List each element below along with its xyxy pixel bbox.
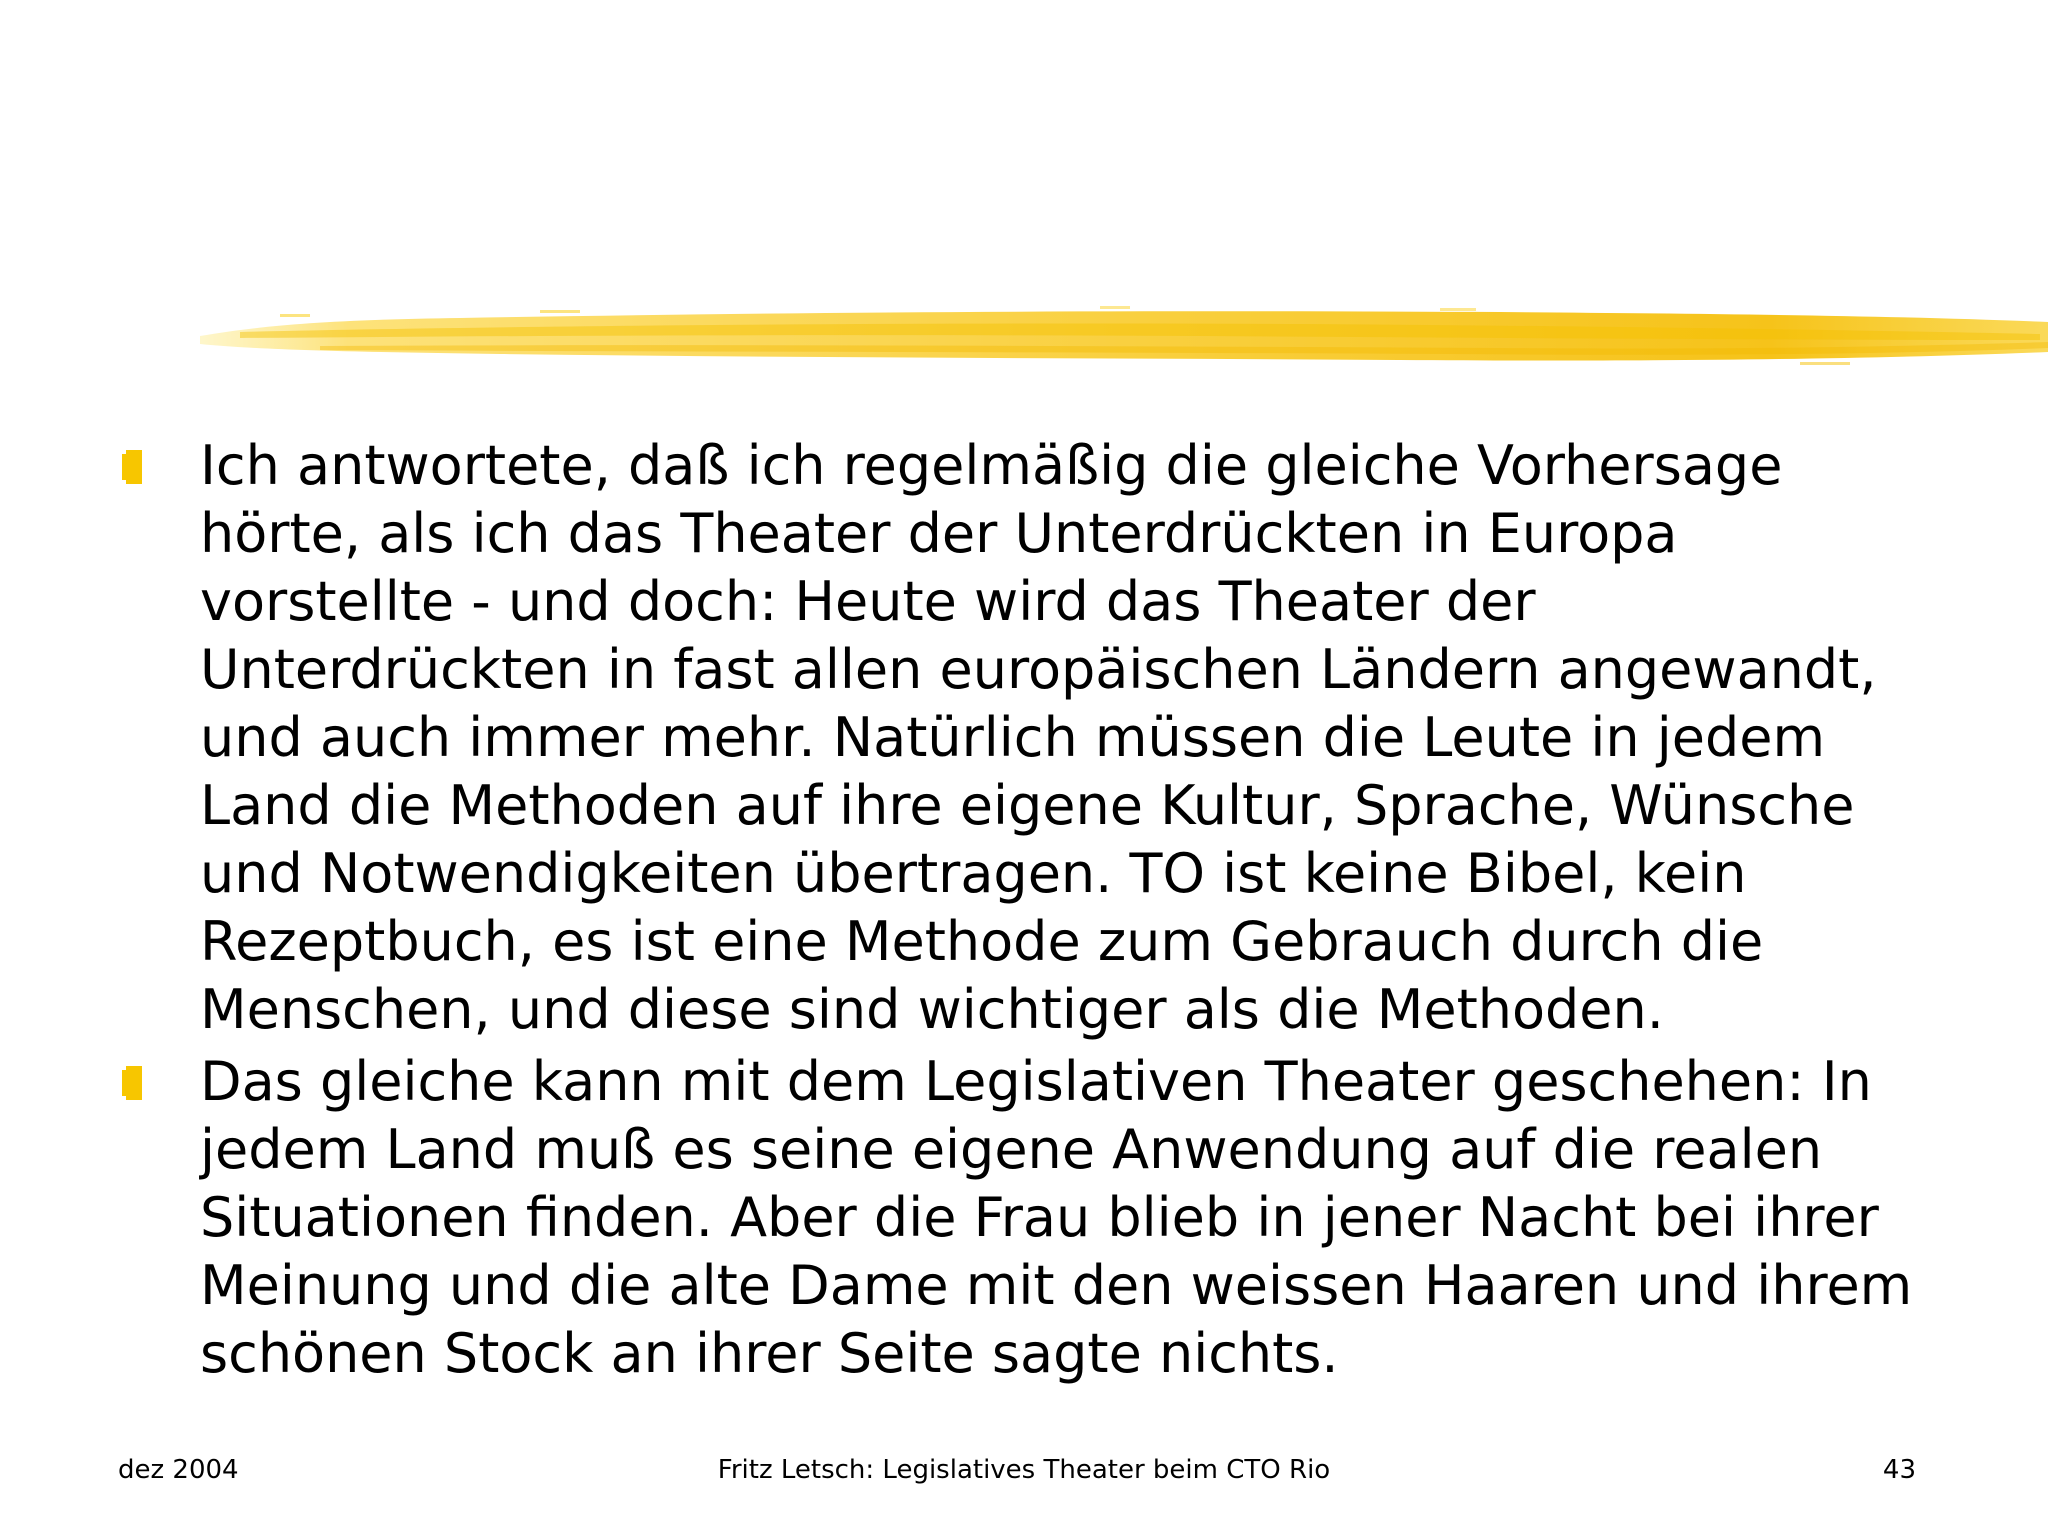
bullet-item: [120, 1048, 1920, 1388]
bullet-text: Ich antwortete, daß ich regelmäßig die gleiche Vorhersage hörte, als ich das Theater der Unterdrückten in Europa vorstellte - und doch: Heute wird das Theater der Unterdrückten in fast allen europäischen Ländern angewandt, und auch immer mehr. Natürlich müssen die Leute in jedem Land die Methoden auf ihre eigene Kultur, Sprache, Wünsche und Notwendigkeiten übertragen. TO ist keine Bibel, kein Rezeptbuch, es ist eine Methode zum Gebrauch durch die Menschen, und diese sind wichtiger als die Methoden.: [200, 434, 1877, 1041]
yellow-square-bullet-icon: [126, 450, 142, 484]
page-number: 43: [1882, 1455, 1916, 1485]
bullet-text: Das gleiche kann mit dem Legislativen Theater geschehen: In jedem Land muß es seine eigene Anwendung auf die realen Situationen finden. Aber die Frau blieb in jener Nacht bei ihrer Meinung und die alte Dame mit den weissen Haaren und ihrem schönen Stock an ihrer Seite sagte nichts.: [200, 1050, 1913, 1385]
yellow-brushstroke-icon: [200, 296, 2048, 376]
bullet-list: [120, 432, 1920, 1392]
footer-title: Fritz Letsch: Legislatives Theater beim CTO Rio: [717, 1455, 1331, 1485]
footer-date: dez 2004: [118, 1455, 239, 1485]
bullet-item: [120, 432, 1920, 1044]
yellow-square-bullet-icon: [126, 1066, 142, 1100]
